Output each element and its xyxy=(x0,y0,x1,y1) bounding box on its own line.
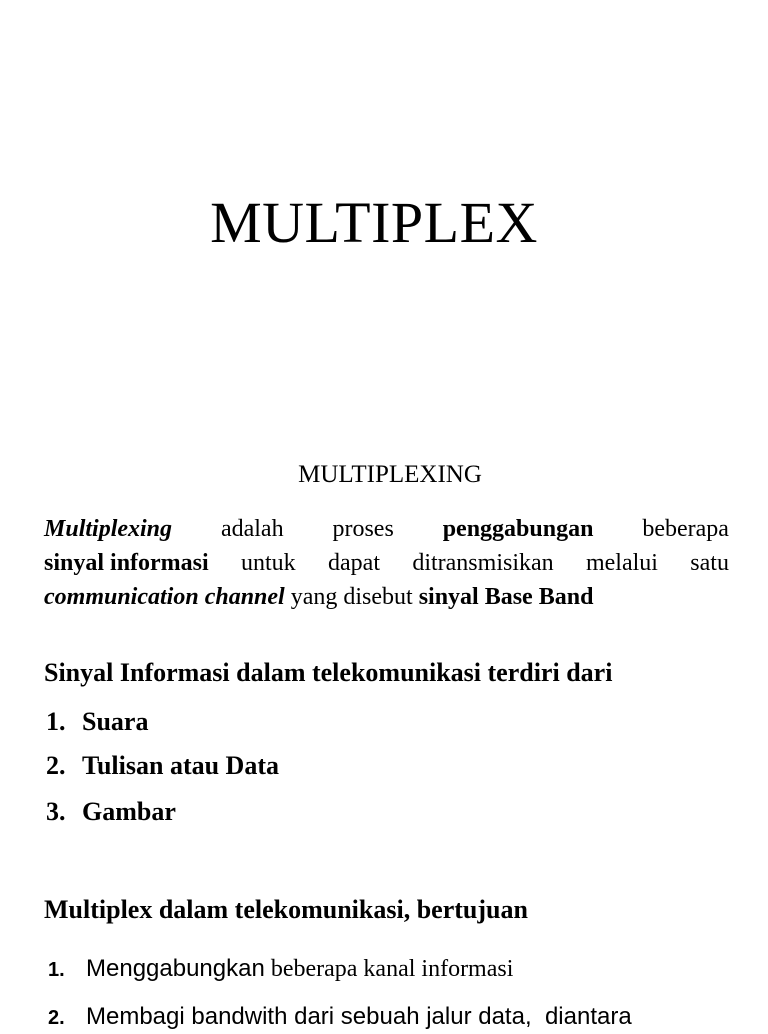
term-penggabungan: penggabungan xyxy=(442,516,594,542)
word: adalah xyxy=(220,516,284,542)
list-item xyxy=(48,1001,632,1034)
word: dapat xyxy=(328,550,380,576)
list-item xyxy=(48,953,513,986)
word: untuk xyxy=(241,550,296,576)
term-multiplexing: Multiplexing xyxy=(44,516,173,542)
list-number: 2. xyxy=(46,751,66,780)
word: yang disebut xyxy=(290,584,413,610)
list-number: 1. xyxy=(48,959,65,981)
word: melalui xyxy=(585,550,658,576)
list-number: 1. xyxy=(46,707,66,736)
term-communication-channel: communication channel xyxy=(44,584,285,610)
word: proses xyxy=(332,516,394,542)
list-label-part: Menggabungkan xyxy=(86,955,265,982)
definition-paragraph xyxy=(44,512,729,614)
term-sinyal-informasi: sinyal informasi xyxy=(44,550,209,576)
definition-line-1 xyxy=(44,512,729,546)
section-heading: MULTIPLEXING xyxy=(298,461,482,488)
term-sinyal-base-band: sinyal Base Band xyxy=(418,584,594,610)
page-title: MULTIPLEX xyxy=(210,190,538,255)
definition-line-2 xyxy=(44,546,729,580)
list-item xyxy=(46,796,176,828)
list-label-part: Membagi bandwith dari sebuah jalur data, xyxy=(86,1003,532,1030)
info-heading: Sinyal Informasi dalam telekomunikasi terdiri dari xyxy=(44,658,613,687)
definition-line-3 xyxy=(44,580,729,614)
word: beberapa xyxy=(642,516,729,542)
list-label: Suara xyxy=(82,707,149,736)
list-number: 2. xyxy=(48,1007,65,1029)
purpose-heading: Multiplex dalam telekomunikasi, bertujuan xyxy=(44,895,528,924)
word: satu xyxy=(690,550,729,576)
list-label-part: diantara xyxy=(544,1003,632,1030)
list-label: Tulisan atau Data xyxy=(82,751,279,780)
list-label: Gambar xyxy=(82,797,176,826)
list-item xyxy=(46,706,148,738)
list-label-part: beberapa kanal informasi xyxy=(270,956,514,982)
list-item xyxy=(46,750,279,782)
list-number: 3. xyxy=(46,797,66,826)
word: ditransmisikan xyxy=(412,550,554,576)
